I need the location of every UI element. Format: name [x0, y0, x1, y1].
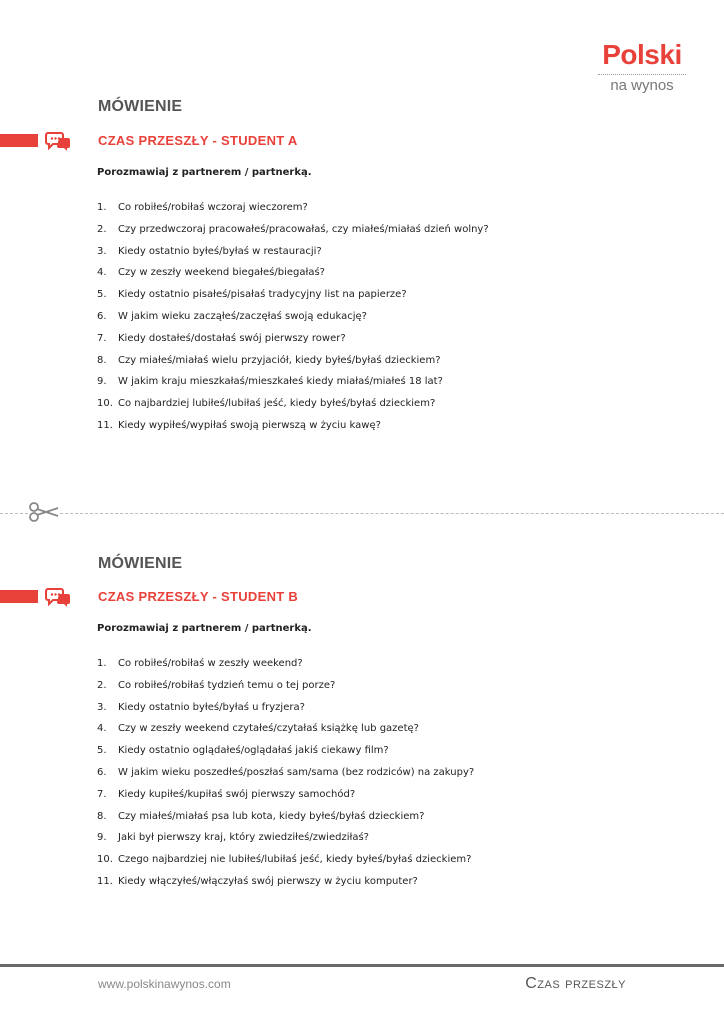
footer-url: www.polskinawynos.com — [98, 977, 231, 991]
question-text: Co robiłeś/robiłaś w zeszły weekend? — [118, 658, 303, 669]
speech-bubbles-icon — [45, 587, 71, 607]
question-text: Co robiłeś/robiłaś tydzień temu o tej porze? — [118, 679, 336, 691]
question-number: 9. — [97, 832, 107, 844]
section-a-subtitle: CZAS PRZESZŁY - STUDENT A — [98, 133, 298, 148]
question-item — [97, 397, 657, 419]
question-item — [97, 722, 657, 744]
question-text: W jakim wieku poszedłeś/poszłaś sam/sama (bez rodziców) na zakupy? — [118, 766, 475, 778]
question-item — [97, 657, 657, 679]
question-item — [97, 766, 657, 788]
question-number: 5. — [97, 289, 107, 301]
question-item — [97, 288, 657, 310]
question-number: 3. — [97, 701, 107, 713]
question-item — [97, 875, 657, 897]
question-text: W jakim kraju mieszkałaś/mieszkałeś kiedy miałaś/miałeś 18 lat? — [118, 376, 443, 388]
question-text: Co najbardziej lubiłeś/lubiłaś jeść, kiedy byłeś/byłaś dzieckiem? — [118, 398, 436, 410]
question-text: W jakim wieku zacząłeś/zaczęłaś swoją edukację? — [118, 310, 367, 322]
question-number: 10. — [97, 398, 113, 410]
speech-bubbles-icon — [45, 131, 71, 151]
question-text: Kiedy dostałeś/dostałaś swój pierwszy rower? — [118, 332, 346, 344]
section-a-question-list — [97, 201, 657, 441]
logo-divider — [598, 74, 686, 75]
question-text: Kiedy włączyłeś/włączyłaś swój pierwszy w życiu komputer? — [118, 875, 418, 887]
question-text: Co robiłeś/robiłaś wczoraj wieczorem? — [118, 202, 308, 213]
question-item — [97, 332, 657, 354]
question-number: 2. — [97, 223, 107, 235]
footer-title: Czas przeszły — [525, 975, 626, 992]
question-number: 5. — [97, 745, 107, 757]
question-number: 7. — [97, 788, 107, 800]
question-number: 2. — [97, 679, 107, 691]
footer-divider — [0, 964, 724, 967]
question-text: Czy w zeszły weekend biegałeś/biegałaś? — [118, 267, 325, 279]
question-item — [97, 310, 657, 332]
question-number: 11. — [97, 419, 113, 431]
question-number: 10. — [97, 854, 113, 866]
section-b-subtitle: CZAS PRZESZŁY - STUDENT B — [98, 589, 299, 604]
logo — [596, 40, 688, 94]
question-item — [97, 223, 657, 245]
question-text: Kiedy kupiłeś/kupiłaś swój pierwszy samochód? — [118, 788, 356, 800]
question-number: 4. — [97, 267, 107, 279]
section-b-question-list — [97, 657, 657, 897]
question-item — [97, 679, 657, 701]
logo-subtitle: na wynos — [610, 77, 674, 94]
question-item — [97, 201, 657, 223]
question-text: Kiedy ostatnio pisałeś/pisałaś tradycyjny list na papierze? — [118, 289, 407, 301]
question-number: 6. — [97, 766, 107, 778]
cut-line — [0, 513, 724, 514]
question-text: Kiedy ostatnio byłeś/byłaś u fryzjera? — [118, 701, 305, 713]
question-number: 1. — [97, 202, 107, 213]
logo-title: Polski — [602, 39, 682, 70]
question-number: 9. — [97, 376, 107, 388]
question-item — [97, 245, 657, 267]
question-text: Czy miałeś/miałaś wielu przyjaciół, kiedy byłeś/byłaś dzieckiem? — [118, 354, 441, 366]
question-text: Jaki był pierwszy kraj, który zwiedziłeś/zwiedziłaś? — [118, 832, 369, 844]
question-item — [97, 831, 657, 853]
question-number: 4. — [97, 723, 107, 735]
question-text: Kiedy ostatnio byłeś/byłaś w restauracji? — [118, 245, 322, 257]
section-b-accent-bar — [0, 590, 38, 603]
section-a-accent-bar — [0, 134, 38, 147]
question-item — [97, 810, 657, 832]
section-a-heading: MÓWIENIE — [98, 98, 183, 115]
question-number: 8. — [97, 810, 107, 822]
question-number: 1. — [97, 658, 107, 669]
question-item — [97, 354, 657, 376]
question-number: 3. — [97, 245, 107, 257]
question-number: 11. — [97, 875, 113, 887]
question-item — [97, 266, 657, 288]
question-text: Czy miałeś/miałaś psa lub kota, kiedy byłeś/byłaś dzieckiem? — [118, 810, 425, 822]
question-item — [97, 375, 657, 397]
question-number: 6. — [97, 310, 107, 322]
question-text: Czego najbardziej nie lubiłeś/lubiłaś jeść, kiedy byłeś/byłaś dzieckiem? — [118, 854, 472, 866]
section-a-instruction: Porozmawiaj z partnerem / partnerką. — [97, 167, 312, 178]
question-text: Czy w zeszły weekend czytałeś/czytałaś książkę lub gazetę? — [118, 723, 419, 735]
question-item — [97, 788, 657, 810]
scissors-icon — [28, 502, 60, 522]
question-text: Kiedy wypiłeś/wypiłaś swoją pierwszą w życiu kawę? — [118, 419, 381, 431]
question-number: 8. — [97, 354, 107, 366]
question-number: 7. — [97, 332, 107, 344]
question-text: Czy przedwczoraj pracowałeś/pracowałaś, czy miałeś/miałaś dzień wolny? — [118, 223, 489, 235]
question-item — [97, 419, 657, 441]
question-text: Kiedy ostatnio oglądałeś/oglądałaś jakiś ciekawy film? — [118, 745, 389, 757]
question-item — [97, 744, 657, 766]
question-item — [97, 853, 657, 875]
section-b-heading: MÓWIENIE — [98, 555, 183, 572]
question-item — [97, 701, 657, 723]
section-b-instruction: Porozmawiaj z partnerem / partnerką. — [97, 623, 312, 634]
